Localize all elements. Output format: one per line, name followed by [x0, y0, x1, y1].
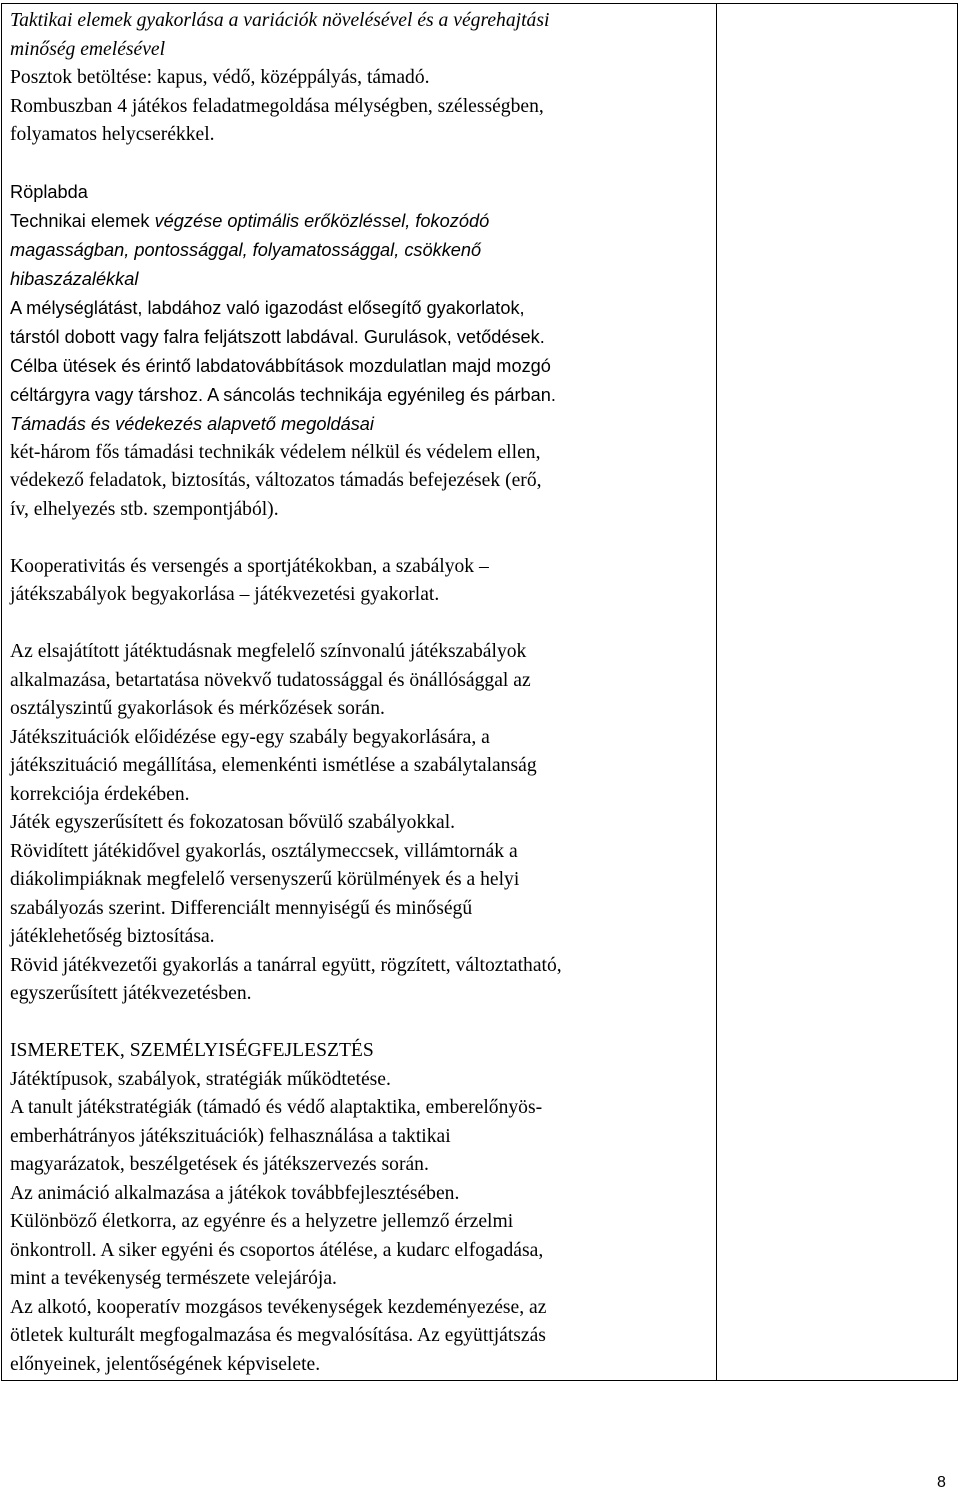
right-column — [717, 4, 957, 1380]
text-line: játéklehetőség biztosítása. — [10, 926, 215, 947]
text-line: Különböző életkorra, az egyénre és a helyzetre jellemző érzelmi — [10, 1211, 514, 1232]
section-heading: Röplabda — [10, 181, 88, 202]
tactics-block — [10, 7, 716, 150]
text-line: Játék egyszerűsített és fokozatosan bővülő szabályokkal. — [10, 812, 456, 833]
content-table — [1, 3, 958, 1381]
text-line: Posztok betöltése: kapus, védő, középpályás, támadó. — [10, 67, 430, 88]
text-line: Célba ütések és érintő labdatovábbítások mozdulatlan majd mozgó — [10, 355, 551, 376]
text-line: osztályszintű gyakorlások és mérkőzések során. — [10, 698, 385, 719]
subsection-heading: Támadás és védekezés alapvető megoldásai — [10, 413, 374, 434]
text-line: Az elsajátított játéktudásnak megfelelő színvonalú játékszabályok — [10, 641, 527, 662]
text-line: Az animáció alkalmazása a játékok továbbfejlesztésében. — [10, 1182, 460, 1204]
text-line: Kooperativitás és versengés a sportjátékokban, a szabályok – — [10, 555, 489, 577]
text-line: játékszituáció megállítása, elemenkénti ismétlése a szabálytalanság — [10, 755, 537, 776]
text-line: A mélységlátást, labdához való igazodást elősegítő gyakorlatok, — [10, 297, 525, 318]
text-line: ív, elhelyezés stb. szempontjából). — [10, 498, 279, 520]
text-line: önkontroll. A siker egyéni és csoportos átélése, a kudarc elfogadása, — [10, 1239, 544, 1261]
text-line: Rövidített játékidővel gyakorlás, osztálymeccsek, villámtornák a — [10, 840, 518, 862]
text-line: társtól dobott vagy falra feljátszott labdával. Gurulások, vetődések. — [10, 326, 545, 347]
text-line: hibaszázalékkal — [10, 268, 139, 289]
text-line: emberhátrányos játékszituációk) felhasználása a taktikai — [10, 1125, 451, 1147]
text-line: A tanult játékstratégiák (támadó és védő alaptaktika, emberelőnyös- — [10, 1097, 543, 1118]
text-line: egyszerűsített játékvezetésben. — [10, 983, 252, 1004]
volleyball-block — [10, 178, 716, 525]
text-line: játékszabályok begyakorlása – játékvezetési gyakorlat. — [10, 584, 440, 605]
text-line: Játékszituációk előidézése egy-egy szabály begyakorlására, a — [10, 726, 490, 748]
text-line: Játéktípusok, szabályok, stratégiák működtetése. — [10, 1068, 391, 1090]
text-line: Rövid játékvezetői gyakorlás a tanárral együtt, rögzített, változtatható, — [10, 954, 562, 976]
page-number: 8 — [937, 1474, 946, 1491]
knowledge-block — [10, 1037, 716, 1379]
text-span: végzése optimális erőközléssel, fokozódó — [154, 210, 490, 231]
text-line: diákolimpiáknak megfelelő versenyszerű körülmények és a helyi — [10, 869, 520, 890]
text-line: alkalmazása, betartatása növekvő tudatossággal és önállósággal az — [10, 669, 531, 691]
section-heading: ISMERETEK, SZEMÉLYISÉGFEJLESZTÉS — [10, 1040, 374, 1061]
text-line: ötletek kulturált megfogalmazása és megvalósítása. Az együttjátszás — [10, 1325, 546, 1346]
text-line: Rombuszban 4 játékos feladatmegoldása mélységben, szélességben, — [10, 95, 544, 117]
text-line: védekező feladatok, biztosítás, változatos támadás befejezések (erő, — [10, 470, 542, 491]
text-line: magyarázatok, beszélgetések és játékszervezés során. — [10, 1154, 429, 1175]
cooperation-block — [10, 553, 716, 610]
text-line: két-három fős támadási technikák védelem nélkül és védelem ellen, — [10, 441, 541, 463]
text-line: magasságban, pontossággal, folyamatossággal, csökkenő — [10, 239, 482, 260]
rules-block — [10, 638, 716, 1009]
text-line: céltárgyra vagy társhoz. A sáncolás technikája egyénileg és párban. — [10, 384, 556, 405]
text-line: Az alkotó, kooperatív mozgásos tevékenységek kezdeményezése, az — [10, 1296, 547, 1318]
text-line: korrekciója érdekében. — [10, 783, 190, 805]
text-line: szabályozás szerint. Differenciált mennyiségű és minőségű — [10, 897, 473, 919]
left-column — [2, 4, 717, 1380]
text-span: Technikai elemek — [10, 210, 155, 231]
text-line: mint a tevékenység természete velejárója. — [10, 1268, 337, 1289]
text-line — [10, 207, 716, 236]
text-line: Taktikai elemek gyakorlása a variációk növelésével és a végrehajtási — [10, 10, 550, 31]
text-line: előnyeinek, jelentőségének képviselete. — [10, 1353, 321, 1375]
text-line: folyamatos helycserékkel. — [10, 124, 215, 145]
text-line: minőség emelésével — [10, 38, 166, 60]
